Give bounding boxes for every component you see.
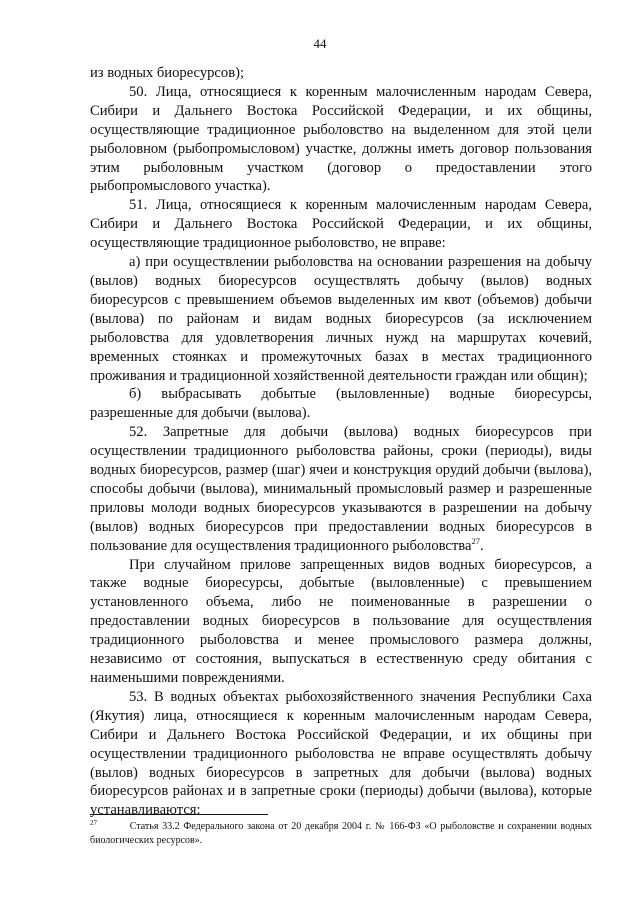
paragraph-bycatch: При случайном прилове запрещенных видов водных биоресурсов, а также водные биоресурсы, добытые (выловленные) с превышением установленного объема, либо не поименованные в разрешении о предоставлении водных биоресурсов в пользование для осуществления традиционного рыболовства и менее промыслового размера должны, независимо от состояния, выпускаться в естественную среду обитания с наименьшими повреждениями. — [90, 556, 592, 686]
paragraph-subitem-b: б) выбрасывать добытые (выловленные) водные биоресурсы, разрешенные для добычи (вылова). — [90, 386, 592, 422]
page-number: 44 — [313, 36, 327, 51]
footnote-text: Статья 33.2 Федерального закона от 20 декабря 2004 г. № 166-ФЗ «О рыболовстве и сохранении водных биологических ресурсов». — [90, 821, 592, 846]
footnote-separator — [90, 814, 268, 815]
paragraph-item-50: 50. Лица, относящиеся к коренным малочисленным народам Севера, Сибири и Дальнего Востока Российской Федерации, и их общины, осуществляющие традиционное рыболовство на выделенном для этой цели рыболовном (рыбопромысловом) участке, должны иметь договор пользования этим рыболовным участком (договор о предоставлении этого рыбопромыслового участка). — [90, 83, 592, 195]
paragraph-item-52-end: . — [479, 537, 484, 554]
footnote — [90, 820, 592, 848]
paragraph-item-53: 53. В водных объектах рыбохозяйственного значения Республики Саха (Якутия) лица, относящиеся к коренным малочисленным народам Севера, Сибири и Дальнего Востока Российской Федерации, и их общины при осуществлении традиционного рыболовства не вправе осуществлять добычу (вылов) водных биоресурсов в запретных для добычи (вылова) водных биоресурсов районах и в запретные сроки (периоды) добычи (вылова), которые устанавливаются: — [90, 688, 592, 819]
paragraph-item-52 — [90, 423, 592, 555]
paragraph-item-51: 51. Лица, относящиеся к коренным малочисленным народам Севера, Сибири и Дальнего Востока Российской Федерации, и их общины, осуществляющие традиционное рыболовство, не вправе: — [90, 197, 592, 252]
paragraph-item-52-text: 52. Запретные для добычи (вылова) водных биоресурсов при осуществлении традиционного рыболовства районы, сроки (периоды), виды водных биоресурсов, размер (шаг) ячеи и конструкция орудий добычи (вылова), способы добычи (вылова), минимальный промысловый размер и разрешенные приловы молоди водных биоресурсов указываются в разрешении на добычу (вылов) водных биоресурсов при предоставлении водных биоресурсов в пользование для осуществления традиционного рыболовства — [90, 424, 592, 554]
paragraph-continuation: из водных биоресурсов); — [90, 65, 245, 81]
footnote-reference: 27 — [471, 535, 480, 546]
footnote-mark: 27 — [90, 819, 97, 827]
document-body — [90, 64, 592, 820]
footnote-mark-box — [90, 820, 126, 834]
paragraph-subitem-a: а) при осуществлении рыболовства на основании разрешения на добычу (вылов) водных биоресурсов осуществлять добычу (вылов) водных биоресурсов с превышением объемов выделенных им квот (объемов) добычи (вылова) по районам и видам водных биоресурсов (за исключением рыболовства для удовлетворения личных нужд на маршрутах кочевий, временных стоянках и промежуточных базах в местах традиционного проживания и традиционной хозяйственной деятельности граждан или общин); — [90, 254, 592, 384]
